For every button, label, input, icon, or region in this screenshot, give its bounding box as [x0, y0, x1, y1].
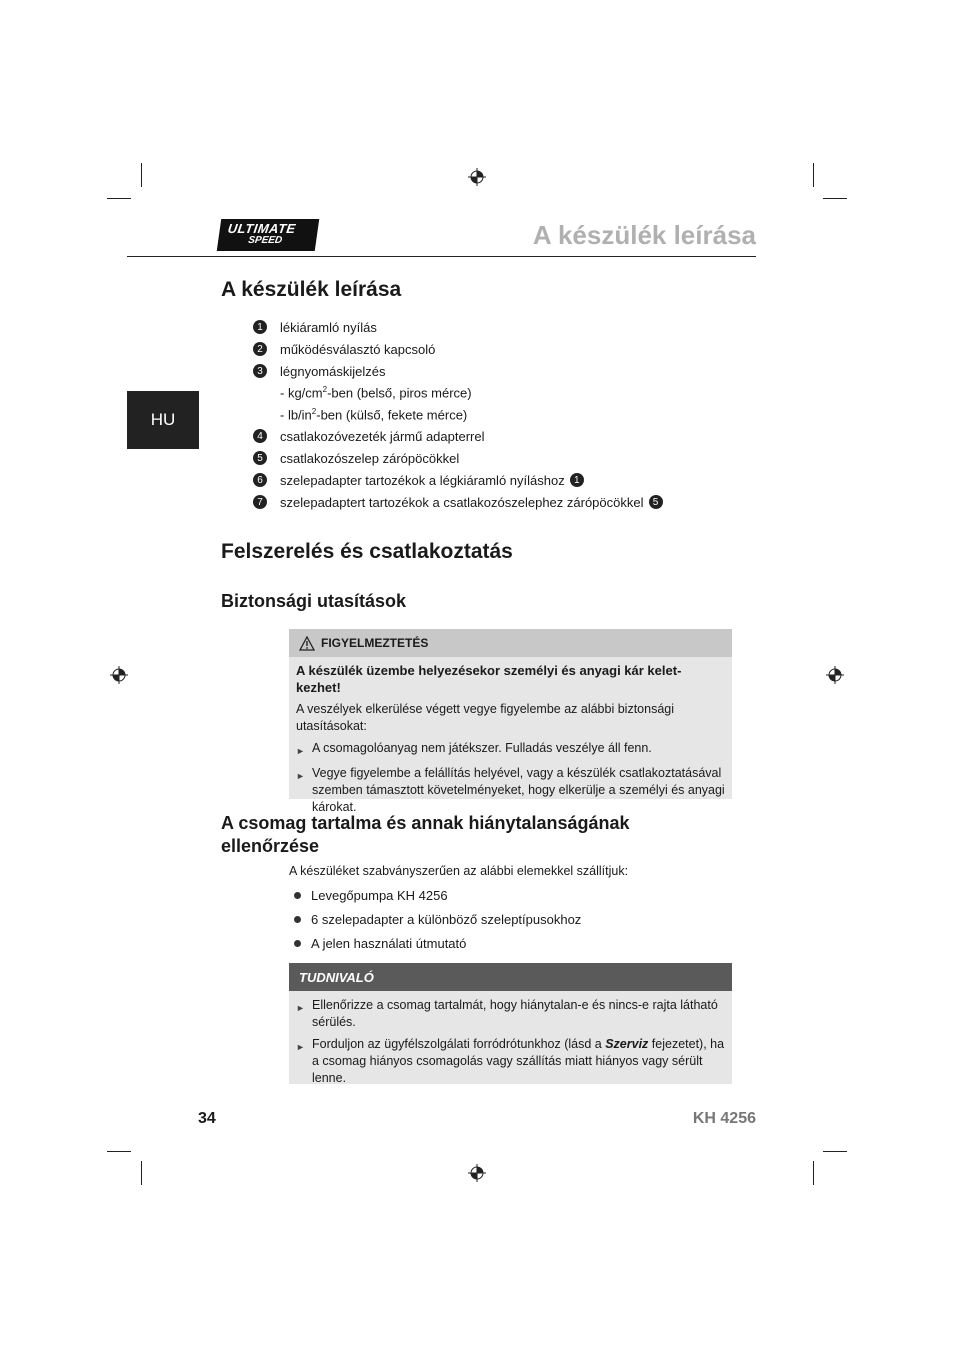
- part-number-badge: 3: [253, 364, 267, 378]
- warning-header: [289, 629, 732, 657]
- registration-mark-icon: [468, 1164, 486, 1182]
- part-number-badge: 4: [253, 429, 267, 443]
- page-header-title: A készülék leírása: [532, 220, 756, 250]
- part-label: lékiáramló nyílás: [280, 319, 377, 335]
- registration-mark-icon: [110, 666, 128, 684]
- warning-triangle-icon: [299, 636, 315, 651]
- gauge-unit-line: [280, 385, 472, 400]
- arrow-bullet-icon: ►: [296, 1042, 305, 1052]
- part-item: [253, 471, 584, 489]
- part-label: csatlakozóvezeték jármű adapterrel: [280, 428, 485, 444]
- crop-mark: [813, 163, 814, 187]
- crop-mark: [141, 1161, 142, 1185]
- crop-mark: [813, 1161, 814, 1185]
- note-item-text: Ellenőrizze a csomag tartalmát, hogy hiánytalan-e és nincs-e rajta látható sérülés.: [312, 998, 718, 1029]
- registration-mark-icon: [468, 168, 486, 186]
- gauge-unit-line: [280, 407, 467, 422]
- section-heading: A készülék leírása: [221, 278, 402, 301]
- part-number-badge: 1: [253, 320, 267, 334]
- warning-box: [289, 629, 732, 814]
- note-item-text: [312, 1036, 725, 1087]
- part-number-badge: 7: [253, 495, 267, 509]
- list-item: [289, 936, 466, 951]
- warning-intro: A veszélyek elkerülése végett vegye figyelembe az alábbi biztonsági utasításokat:: [296, 702, 674, 733]
- crop-mark: [823, 198, 847, 199]
- note-header: [289, 963, 732, 991]
- unit-text: - kg/cm: [280, 385, 323, 401]
- logo-text: SPEED: [247, 235, 283, 246]
- part-number-badge: 2: [253, 342, 267, 356]
- note-item: [296, 997, 725, 1031]
- subsection-heading: [221, 812, 630, 858]
- logo-text: ULTIMATE: [226, 221, 297, 236]
- part-item: [253, 362, 386, 380]
- heading-line: ellenőrzése: [221, 836, 320, 856]
- warning-item-text: Vegye figyelembe a felállítás helyével, vagy a készülék csatlakoztatásával szemben támasztott követelményeket, hogy elkerülje a személyi és anyagi károkat.: [312, 766, 725, 814]
- unit-text: - lb/in: [280, 407, 312, 423]
- list-item: [289, 912, 581, 927]
- part-label: légnyomáskijelzés: [280, 363, 386, 379]
- note-label: TUDNIVALÓ: [299, 969, 374, 985]
- part-item: [253, 493, 663, 511]
- part-reference-badge: 1: [570, 473, 584, 487]
- part-label: szelepadapter tartozékok a légkiáramló nyíláshoz: [280, 472, 565, 488]
- unit-text: -ben (külső, fekete mérce): [316, 407, 468, 423]
- part-label: szelepadaptert tartozékok a csatlakozószelephez zárópöcökkel: [280, 494, 644, 510]
- warning-item: [296, 765, 725, 816]
- page-number: 34: [198, 1110, 216, 1127]
- list-item: [289, 888, 448, 903]
- model-number: KH 4256: [692, 1110, 756, 1127]
- subsection-heading: Biztonsági utasítások: [221, 591, 407, 611]
- crop-mark: [107, 198, 131, 199]
- arrow-bullet-icon: ►: [296, 746, 305, 756]
- bullet-dot-icon: [294, 916, 301, 923]
- list-item-text: 6 szelepadapter a különböző szeleptípusokhoz: [311, 912, 582, 927]
- part-label: működésválasztó kapcsoló: [280, 341, 436, 357]
- crop-mark: [107, 1151, 131, 1152]
- unit-sup: 2: [322, 385, 328, 394]
- part-item: [253, 318, 377, 336]
- warning-bold-text: A készülék üzembe helyezésekor személyi és anyagi kár kelet-kezhet!: [296, 663, 682, 695]
- contents-intro: A készüléket szabványszerűen az alábbi elemekkel szállítjuk:: [289, 864, 629, 878]
- part-reference-badge: 5: [649, 495, 663, 509]
- bullet-dot-icon: [294, 940, 301, 947]
- warning-label: FIGYELMEZTETÉS: [321, 636, 429, 650]
- bullet-dot-icon: [294, 892, 301, 899]
- part-item: [253, 449, 459, 467]
- warning-item: [296, 740, 725, 760]
- warning-item-text: A csomagolóanyag nem játékszer. Fulladás veszélye áll fenn.: [312, 741, 652, 755]
- heading-line: A csomag tartalma és annak hiánytalanságának: [221, 813, 630, 833]
- header-divider: [127, 256, 756, 257]
- unit-sup: 2: [311, 407, 317, 416]
- note-item: [296, 1036, 725, 1087]
- crop-mark: [141, 163, 142, 187]
- service-reference: Szerviz: [605, 1037, 649, 1051]
- note-text: Forduljon az ügyfélszolgálati forródrótunkhoz (lásd a: [312, 1037, 606, 1051]
- list-item-text: Levegőpumpa KH 4256: [311, 888, 448, 903]
- note-box: [289, 963, 732, 1084]
- language-tab: HU: [127, 391, 199, 449]
- crop-mark: [823, 1151, 847, 1152]
- section-heading: Felszerelés és csatlakoztatás: [221, 540, 513, 563]
- part-number-badge: 6: [253, 473, 267, 487]
- part-item: [253, 340, 435, 358]
- brand-logo: [217, 219, 319, 251]
- arrow-bullet-icon: ►: [296, 771, 305, 781]
- registration-mark-icon: [826, 666, 844, 684]
- part-label: csatlakozószelep zárópöcökkel: [280, 450, 460, 466]
- part-item: [253, 427, 485, 445]
- note-text: fejezetet), ha a csomag hiányos csomagolás vagy szállítás miatt hiányos vagy sérült lenne.: [312, 1037, 725, 1085]
- arrow-bullet-icon: ►: [296, 1003, 305, 1013]
- part-number-badge: 5: [253, 451, 267, 465]
- list-item-text: A jelen használati útmutató: [311, 936, 467, 951]
- unit-text: -ben (belső, piros mérce): [327, 385, 472, 401]
